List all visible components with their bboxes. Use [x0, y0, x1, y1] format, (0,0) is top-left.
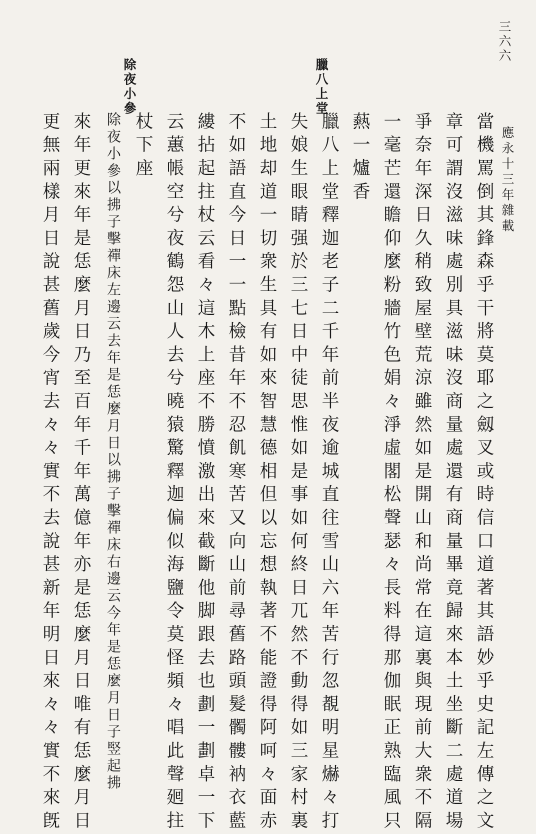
text-column-13: 除夜小參以拂子擊禪床左邊云去年是恁麼月日以拂子擊禪床右邊云今年是恁麼月日子竪起拂 [105, 112, 121, 792]
text-column-9: 不如語直今日一一點檢昔年不忍飢寒苦又向山前尋舊路頭髮髑髏衲衣藍 [226, 112, 246, 834]
page-number: 三六六 [497, 20, 512, 64]
text-column-14: 來年更來年是恁麼月日乃至百年千年萬億年亦是恁麼月日唯有恁麼月日 [71, 112, 91, 834]
text-column-3: 爭奈年深日久稍致屋壁荒涼雖然如是開山和尚常在這裏與現前大衆不隔 [412, 112, 432, 834]
text-column-12: 杖下座 [133, 112, 153, 182]
text-column-7: 失娘生眼睛强於三七日中徒思惟如是事如何終日兀然不動得如三家村裏 [288, 112, 308, 834]
section-label-joya: 除夜小參 [122, 58, 137, 116]
text-column-5: 爇一爐香 [350, 112, 370, 206]
text-column-8: 土地却道一切衆生具有如來智慧德相但以忘想執著不能證得阿呵々面赤 [257, 112, 277, 834]
text-column-6: 臘八上堂釋迦老子二千年前半夜逾城直往雪山六年苦行忽覩明星爀々打 [319, 112, 339, 834]
text-column-10: 縷拈起拄杖云看々這木上座不勝憤激出來截斷他脚跟去也劃一劃卓一下 [195, 112, 215, 834]
text-column-4: 一毫芒還瞻仰麼粉牆竹色娟々淨虛閣松聲瑟々長料得那伽眠正熟臨風只 [381, 112, 401, 834]
running-title: 應永十三年雜載 [500, 126, 515, 235]
text-column-1: 當機罵倒其鋒森乎干將莫耶之劔叉或時信口道著其語妙乎史記左傳之文 [474, 112, 494, 834]
text-column-11: 云蕙帳空兮夜鶴怨山人去兮曉猿驚釋迦偏似海鹽令莫怪頻々唱此聲𢌞拄 [164, 112, 184, 834]
text-column-15: 更無兩樣月日說甚舊歲今宵去々々實不去說甚新年明日來々々實不來旣 [40, 112, 60, 834]
text-column-2: 章可謂沒滋味處別具滋味沒商量處還有商量畢竟歸來本土坐斷二處道場 [443, 112, 463, 834]
section-label-rabahachi: 臘八上堂 [314, 58, 329, 116]
